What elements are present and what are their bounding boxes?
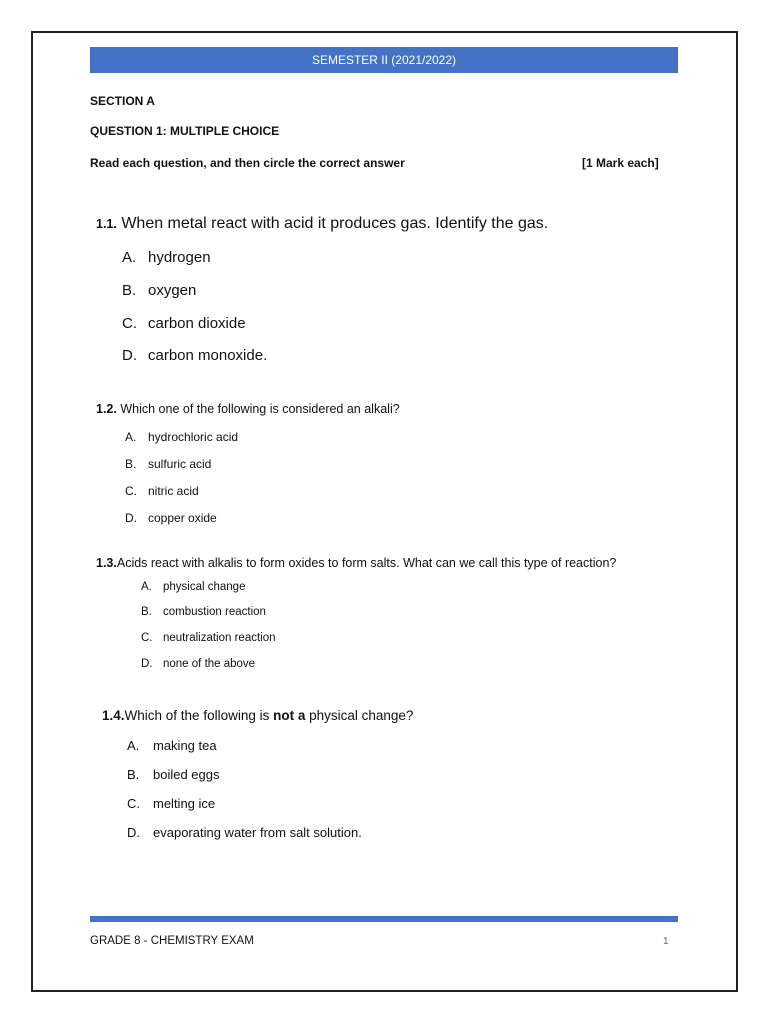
- question-number: 1.3.: [96, 556, 117, 570]
- instructions: Read each question, and then circle the correct answer: [90, 156, 405, 170]
- question-1-3: [96, 556, 616, 570]
- section-label: SECTION A: [90, 94, 155, 108]
- page-number: 1: [663, 936, 669, 947]
- header-band: [90, 47, 678, 73]
- option-1-3-b: B. combustion reaction: [141, 606, 266, 618]
- option-1-1-d: D. carbon monoxide.: [122, 347, 268, 364]
- option-1-2-b: B. sulfuric acid: [125, 457, 212, 471]
- question-text-before: Which of the following is: [124, 708, 274, 723]
- question-heading: QUESTION 1: MULTIPLE CHOICE: [90, 124, 280, 138]
- option-1-1-a: A. hydrogen: [122, 249, 211, 266]
- option-1-2-a: A. hydrochloric acid: [125, 430, 239, 444]
- marks-note: [1 Mark each]: [582, 156, 659, 170]
- option-1-3-d: D. none of the above: [141, 658, 256, 670]
- question-text-emphasis: not a: [273, 708, 306, 723]
- option-1-4-a: A. making tea: [127, 738, 217, 753]
- question-number: 1.4.: [102, 708, 125, 723]
- option-1-1-c: C. carbon dioxide: [122, 315, 246, 332]
- question-1-2: [96, 402, 400, 416]
- option-1-3-a: A. physical change: [141, 581, 246, 593]
- question-1-1: [96, 215, 548, 233]
- question-number: 1.2.: [96, 402, 117, 416]
- question-text: Which one of the following is considered an alkali?: [120, 402, 400, 416]
- option-1-1-b: B. oxygen: [122, 282, 197, 299]
- header-title: SEMESTER II (2021/2022): [311, 53, 457, 67]
- option-1-4-d: D. evaporating water from salt solution.: [127, 825, 362, 840]
- question-number: 1.1.: [96, 217, 117, 231]
- option-1-2-d: D. copper oxide: [125, 511, 217, 525]
- question-text-after: physical change?: [305, 708, 414, 723]
- option-1-3-c: C. neutralization reaction: [141, 632, 276, 644]
- option-1-4-b: B. boiled eggs: [127, 767, 220, 782]
- option-1-4-c: C. melting ice: [127, 796, 216, 811]
- question-1-4: [102, 708, 413, 723]
- option-1-2-c: C. nitric acid: [125, 484, 199, 498]
- footer-bar: [90, 916, 678, 922]
- footer-exam-title: GRADE 8 - CHEMISTRY EXAM: [90, 935, 254, 947]
- question-text: Acids react with alkalis to form oxides to form salts. What can we call this type of reaction?: [116, 556, 617, 570]
- question-text: When metal react with acid it produces gas. Identify the gas.: [121, 215, 549, 232]
